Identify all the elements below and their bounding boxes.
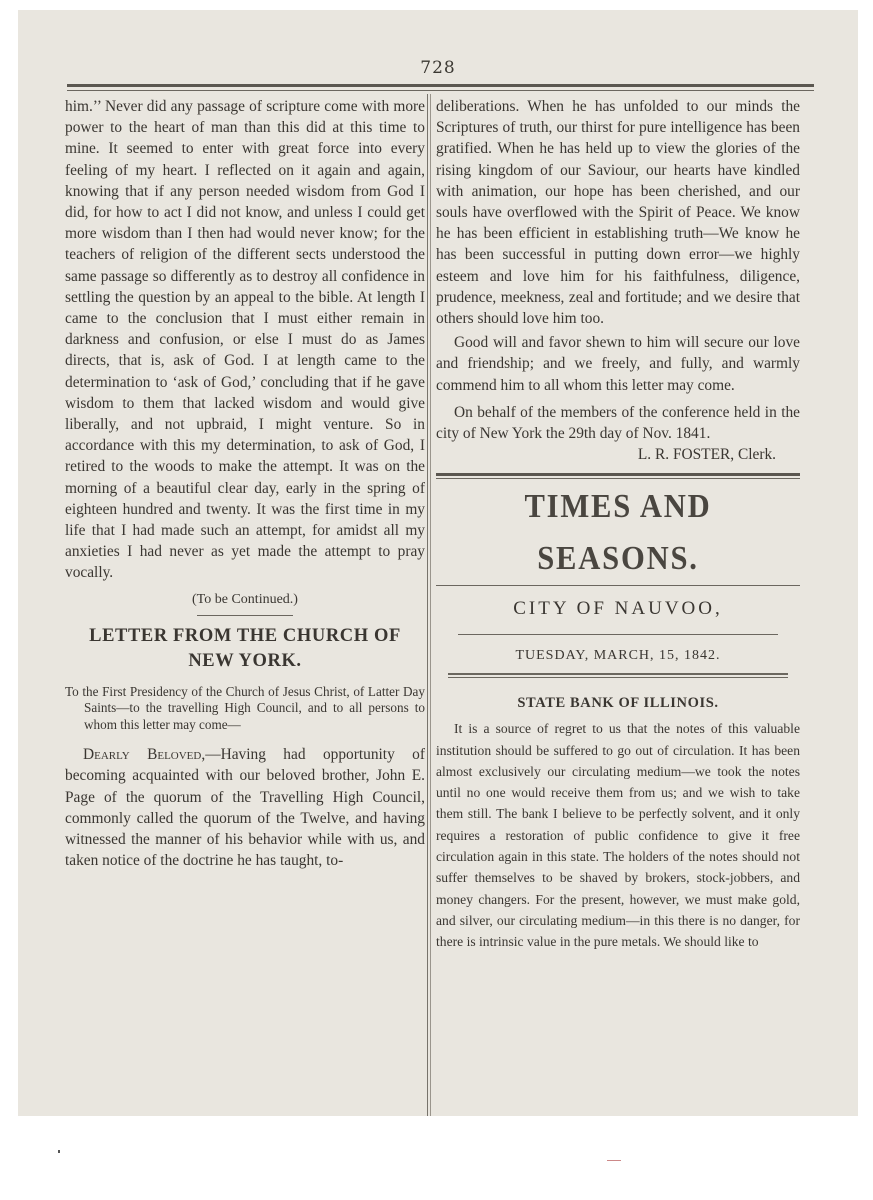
section-divider <box>197 615 293 616</box>
to-be-continued: (To be Continued.) <box>192 591 298 607</box>
letter-address: To the First Presidency of the Church of Jesus Christ, of Latter Day Saints—to the travelling High Council, and to all persons to whom this letter may come— <box>65 683 425 732</box>
masthead-rule-top <box>436 473 800 476</box>
masthead-city: CITY OF NAUVOO, <box>513 598 723 620</box>
masthead-title: TIMES AND SEASONS. <box>524 488 712 578</box>
letter-continuation: deliberations. When he has unfolded to our minds the Scriptures of truth, our thirst for pure intelligence has been gratified. When he has held up to view the glories of the rising kingdom of our Saviour, our hearts have kindled with animation, our hope has been cherished, and our souls have overflowed with the Spirit of Peace. We know he has been efficient in establishing truth—We know he has been successful in putting down error—we highly esteem and love him for his faithfulness, diligence, prudence, meekness, zeal and fortitude; and we desire that others should love him too. <box>436 98 800 328</box>
scan-speck <box>58 1150 60 1153</box>
scan-mark <box>607 1160 621 1161</box>
header-rule <box>67 84 814 87</box>
right-column <box>436 96 800 1116</box>
letter-body <box>65 744 425 871</box>
article-title: STATE BANK OF ILLINOIS. <box>517 695 719 712</box>
masthead-rule-top-thin <box>436 478 800 479</box>
masthead-rule-bottom <box>436 585 800 586</box>
newspaper-page <box>18 10 858 1116</box>
issue-date: TUESDAY, MARCH, 15, 1842. <box>515 648 721 664</box>
letter-paragraph-behalf: On behalf of the members of the conference held in the city of New York the 29th day of Nov. 1841. <box>436 403 800 443</box>
column-divider-secondary <box>430 94 431 1116</box>
column-divider <box>427 94 428 1116</box>
letter-paragraph-goodwill: Good will and favor shewn to him will secure our love and friendship; and we freely, and fully, and warmly commend him to all whom this letter may come. <box>436 334 800 394</box>
narrative-paragraph: him.’’ Never did any passage of scripture come with more power to the heart of man than this did at this time to mine. It seemed to enter with great force into every feeling of my heart. I reflected on it again and again, knowing that if any person needed wisdom from God I did, for how to act I did not know, and unless I could get more wisdom than I then had would never know; for the teachers of religion of the different sects understood the same passage so differently as to destroy all confidence in settling the question by an appeal to the bible. At length I came to the conclusion that I must either remain in darkness and confusion, or else I must do as James directs, that is, ask of God. I at length came to the determination to ‘ask of God,’ concluding that if he gave wisdom to them that lacked wisdom and would give liberally, and not upbraid, I might venture. So in accordance with this my determination, to ask of God, I retired to the woods to make the attempt. It was on the morning of a beautiful clear day, early in the spring of eighteen hundred and twenty. It was the first time in my life that I had made such an attempt, for amidst all my anxieties I had never as yet made the attempt to pray vocally. <box>65 98 425 582</box>
page-number: 728 <box>420 58 456 78</box>
salutation: Dearly Beloved, <box>83 746 206 764</box>
header-rule-thin <box>67 90 814 91</box>
city-rule <box>458 634 778 635</box>
date-rule-thin <box>448 677 788 678</box>
letter-heading: LETTER FROM THE CHURCH OF NEW YORK. <box>89 625 401 671</box>
letter-body-text: —Having had opportunity of becoming acquainted with our beloved brother, John E. Page of the quorum of the Travelling High Council, commonly called the quorum of the Twelve, and having witnessed the manner of his behavior while with us, and taken notice of the doctrine he has taught, to- <box>65 746 425 870</box>
letter-signature: L. R. FOSTER, Clerk. <box>637 446 776 464</box>
left-column <box>65 96 425 1116</box>
article-body: It is a source of regret to us that the notes of this valuable institution should be suffered to go out of circulation. It has been almost exclusively our circulating medium—we took the notes until no one would receive them from us; and we wish to take them still. The bank I believe to be perfectly solvent, and it only requires a restoration of public confidence to give it free circulation again in this state. The holders of the notes should not suffer themselves to be shaved by brokers, stock-jobbers, and money changers. For the present, however, we must make gold, and silver, our circulating medium—in this there is no danger, for there is intrinsic value in the pure metals. We should like to <box>436 721 800 950</box>
date-rule <box>448 673 788 675</box>
